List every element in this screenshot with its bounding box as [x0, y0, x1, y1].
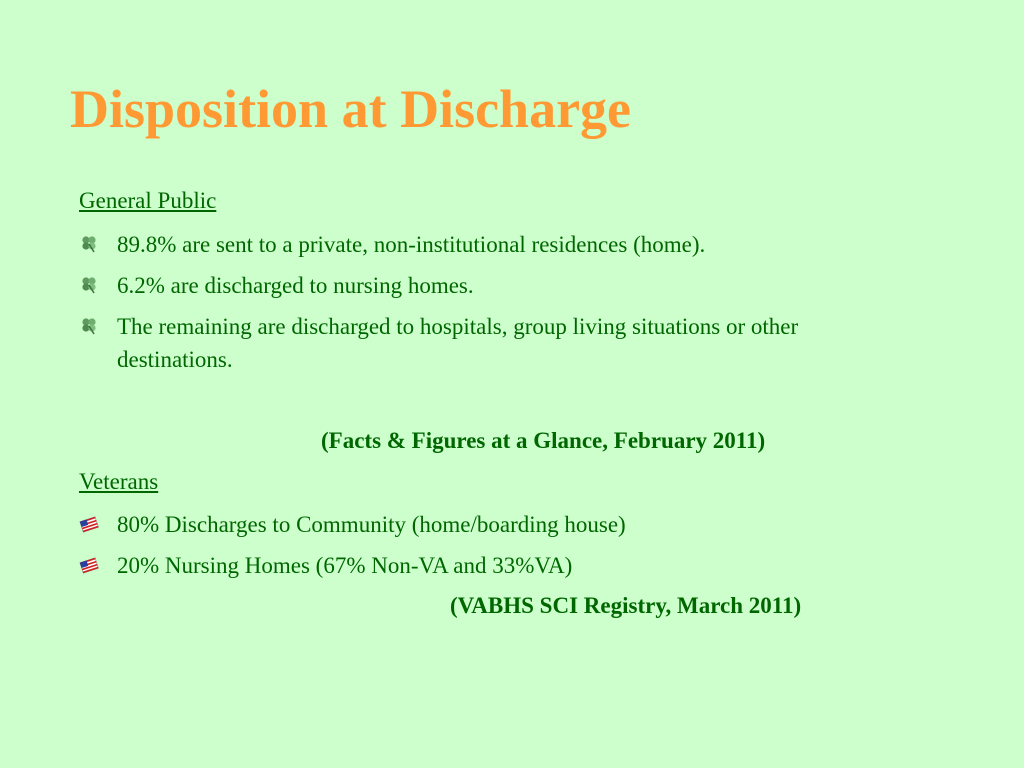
us-flag-icon: [79, 515, 99, 533]
bullet-text: 20% Nursing Homes (67% Non-VA and 33%VA): [117, 553, 573, 578]
general-public-citation: (Facts & Figures at a Glance, February 2011): [321, 428, 766, 453]
bullet-text: 6.2% are discharged to nursing homes.: [117, 273, 474, 298]
general-public-bullet-2: [79, 269, 899, 302]
general-public-bullet-3: [79, 310, 899, 376]
clover-icon: [79, 317, 99, 335]
clover-icon: [79, 276, 99, 294]
general-public-bullet-1: [79, 228, 899, 261]
us-flag-icon: [79, 556, 99, 574]
bullet-text: 80% Discharges to Community (home/boarding house): [117, 512, 626, 537]
veterans-citation: (VABHS SCI Registry, March 2011): [450, 593, 802, 618]
veterans-bullet-2: [79, 549, 899, 582]
bullet-text: 89.8% are sent to a private, non-institutional residences (home).: [117, 232, 706, 257]
general-public-heading: General Public: [79, 188, 217, 213]
veterans-heading: Veterans: [79, 469, 159, 494]
veterans-bullet-1: [79, 508, 899, 541]
clover-icon: [79, 235, 99, 253]
slide-title: Disposition at Discharge: [70, 79, 632, 139]
bullet-text: The remaining are discharged to hospitals, group living situations or other destinations.: [117, 314, 799, 372]
